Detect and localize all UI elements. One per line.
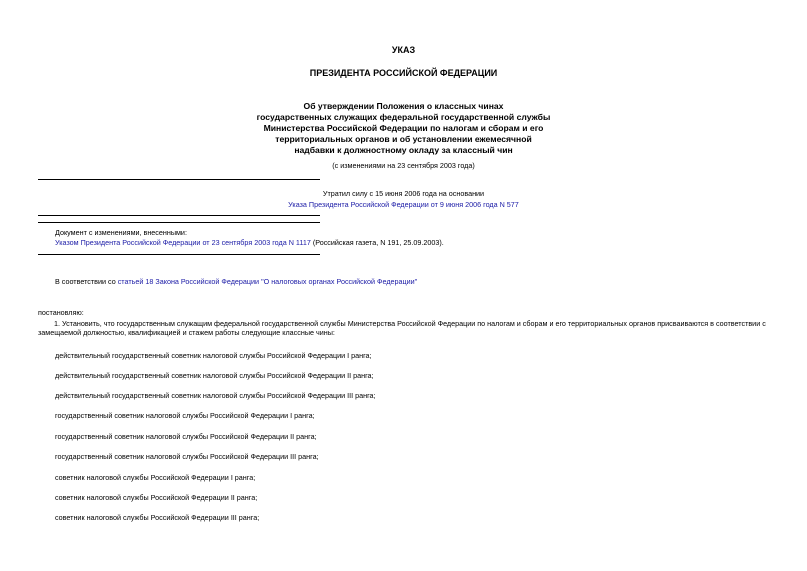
divider <box>38 179 320 180</box>
heading-line: надбавки к должностному окладу за классный чин <box>294 145 513 155</box>
expired-notice: Утратил силу с 15 июня 2006 года на основании <box>322 189 485 198</box>
amending-decree-link[interactable]: Указом Президента Российской Федерации от 23 сентября 2003 года N 1117 <box>55 238 311 247</box>
rank-item: действительный государственный советник налоговой службы Российской Федерации III ранга; <box>55 391 376 400</box>
heading-line: Об утверждении Положения о классных чинах <box>303 101 504 111</box>
item-1-paragraph: 1. Установить, что государственным служащим федеральной государственной службы Министерства Российской Федерации по налогам и сборам и его территориальных органов присваиваются в соответствии с замещаемой должностью, квалификацией и стажем работы следующие классные чины: <box>38 319 766 337</box>
law-article-link[interactable]: статьей 18 Закона Российской Федерации "О налоговых органах Российской Федерации" <box>117 277 418 286</box>
divider <box>38 215 320 216</box>
doc-type-title: УКАЗ <box>391 45 416 55</box>
rank-item: советник налоговой службы Российской Федерации II ранга; <box>55 493 258 502</box>
heading-line: Министерства Российской Федерации по налогам и сборам и его <box>263 123 544 133</box>
rank-item: государственный советник налоговой службы Российской Федерации I ранга; <box>55 411 315 420</box>
changes-line <box>55 238 444 247</box>
amendment-note: (с изменениями на 23 сентября 2003 года) <box>332 161 475 170</box>
rank-item: советник налоговой службы Российской Федерации I ранга; <box>55 473 256 482</box>
preamble-prefix: В соответствии со <box>55 277 118 286</box>
issuer-title: ПРЕЗИДЕНТА РОССИЙСКОЙ ФЕДЕРАЦИИ <box>309 68 498 78</box>
rank-item: государственный советник налоговой службы Российской Федерации II ранга; <box>55 432 317 441</box>
preamble <box>55 277 417 286</box>
changes-intro: Документ с изменениями, внесенными: <box>55 228 187 237</box>
rank-item: действительный государственный советник налоговой службы Российской Федерации II ранга; <box>55 371 374 380</box>
rank-item: советник налоговой службы Российской Федерации III ранга; <box>55 513 260 522</box>
divider <box>38 222 320 223</box>
heading-line: территориальных органов и об установлении ежемесячной <box>275 134 532 144</box>
heading-line: государственных служащих федеральной государственной службы <box>256 112 551 122</box>
document-heading <box>38 101 769 156</box>
expired-decree-link[interactable]: Указа Президента Российской Федерации от 9 июня 2006 года N 577 <box>288 200 519 209</box>
decree-word: постановляю: <box>38 308 84 317</box>
rank-item: государственный советник налоговой службы Российской Федерации III ранга; <box>55 452 319 461</box>
rank-item: действительный государственный советник налоговой службы Российской Федерации I ранга; <box>55 351 372 360</box>
divider <box>38 254 320 255</box>
publication-source: (Российская газета, N 191, 25.09.2003). <box>310 238 444 247</box>
